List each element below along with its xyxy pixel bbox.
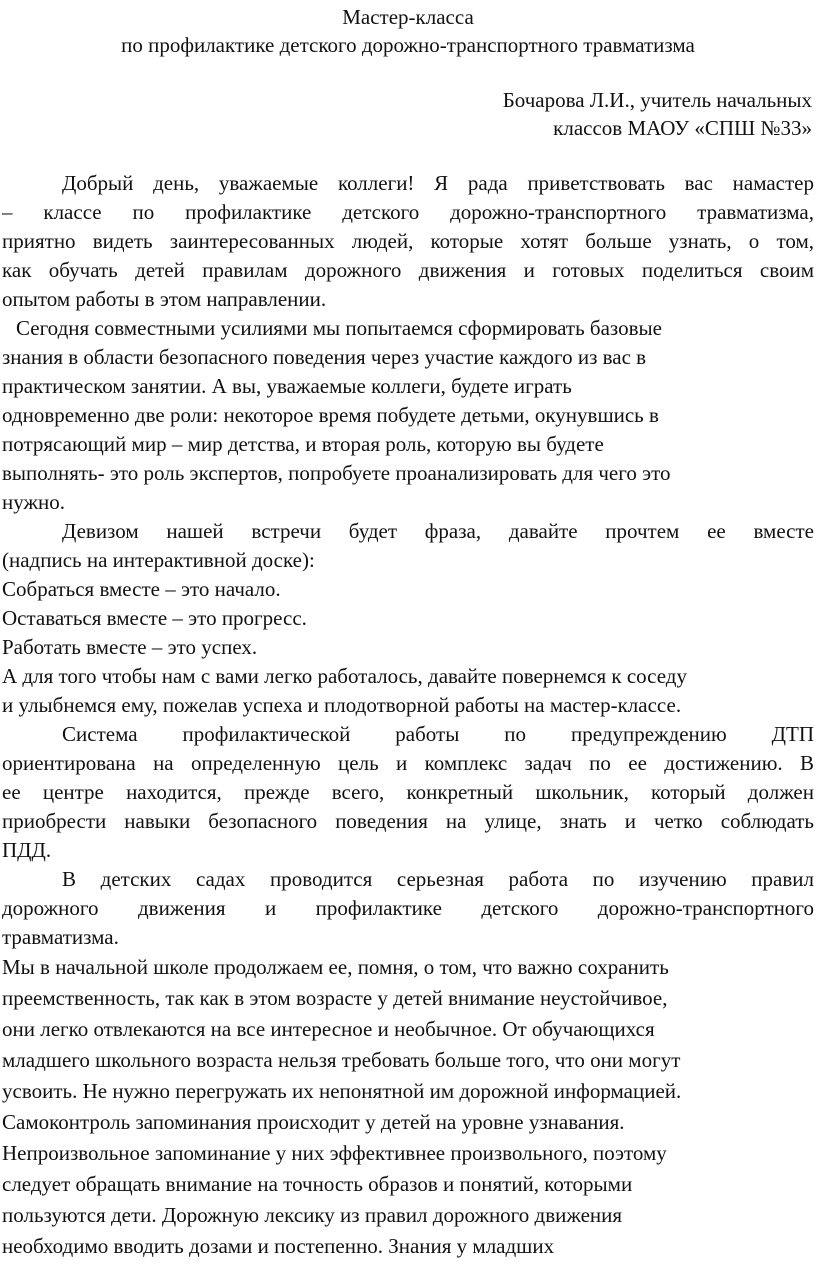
motto-line: Работать вместе – это успех. <box>2 635 258 659</box>
text-line: пользуются дети. Дорожную лексику из правил дорожного движения <box>2 1203 623 1227</box>
text-line: приобрести навыки безопасного поведения на улице, знать и четко соблюдать <box>2 809 814 833</box>
text-line: Сегодня совместными усилиями мы попытаемся сформировать базовые <box>16 316 662 340</box>
text-line: следует обращать внимание на точность образов и понятий, которыми <box>2 1172 633 1196</box>
text-line: одновременно две роли: некоторое время побудете детьми, окунувшись в <box>2 403 659 427</box>
text-line: Непроизвольное запоминание у них эффективнее произвольного, поэтому <box>2 1141 667 1165</box>
text-line: Самоконтроль запоминания происходит у детей на уровне узнавания. <box>2 1110 625 1134</box>
text-line: они легко отвлекаются на все интересное и необычное. От обучающихся <box>2 1017 655 1041</box>
title-line-1: Мастер-класса <box>342 5 474 29</box>
motto-line: Собраться вместе – это начало. <box>2 577 281 601</box>
text-line: В детских садах проводится серьезная работа по изучению правил <box>62 867 814 891</box>
author-line-1: Бочарова Л.И., учитель начальных <box>502 88 812 112</box>
text-line: нужно. <box>2 490 65 514</box>
title-line-2: по профилактике детского дорожно-транспортного травматизма <box>121 33 695 57</box>
text-line: травматизма. <box>2 925 119 949</box>
text-line: потрясающий мир – мир детства, и вторая роль, которую вы будете <box>2 432 604 456</box>
author-line-2: классов МАОУ «СПШ №33» <box>553 116 812 140</box>
text-line: младшего школьного возраста нельзя требовать больше того, что они могут <box>2 1048 681 1072</box>
text-line: Система профилактической работы по предупреждению ДТП <box>62 722 814 746</box>
text-line: Добрый день, уважаемые коллеги! Я рада приветствовать вас намастер <box>62 171 814 195</box>
text-line: Девизом нашей встречи будет фраза, давайте прочтем ее вместе <box>62 519 814 543</box>
text-line: практическом занятии. А вы, уважаемые коллеги, будете играть <box>2 374 572 398</box>
text-line: опытом работы в этом направлении. <box>2 287 327 311</box>
text-line: выполнять- это роль экспертов, попробуете проанализировать для чего это <box>2 461 671 485</box>
text-line: и улыбнемся ему, пожелав успеха и плодотворной работы на мастер-классе. <box>2 693 682 717</box>
text-line: (надпись на интерактивной доске): <box>2 548 315 572</box>
text-line: как обучать детей правилам дорожного движения и готовых поделиться своим <box>2 258 814 282</box>
text-line: усвоить. Не нужно перегружать их непонятной им дорожной информацией. <box>2 1079 682 1103</box>
text-line: приятно видеть заинтересованных людей, которые хотят больше узнать, о том, <box>2 229 814 253</box>
text-line: Мы в начальной школе продолжаем ее, помня, о том, что важно сохранить <box>2 955 669 979</box>
text-line: необходимо вводить дозами и постепенно. Знания у младших <box>2 1234 555 1258</box>
text-line: ПДД. <box>2 838 52 862</box>
text-line: ориентирована на определенную цель и комплекс задач по ее достижению. В <box>2 751 814 775</box>
motto-line: Оставаться вместе – это прогресс. <box>2 606 307 630</box>
text-line: ее центре находится, прежде всего, конкретный школьник, который должен <box>2 780 814 804</box>
text-line: – классе по профилактике детского дорожно-транспортного травматизма, <box>2 200 814 224</box>
text-line: А для того чтобы нам с вами легко работалось, давайте повернемся к соседу <box>2 664 687 688</box>
text-line: дорожного движения и профилактике детского дорожно-транспортного <box>2 896 814 920</box>
text-line: знания в области безопасного поведения через участие каждого из вас в <box>2 345 647 369</box>
text-line: преемственность, так как в этом возрасте у детей внимание неустойчивое, <box>2 986 668 1010</box>
